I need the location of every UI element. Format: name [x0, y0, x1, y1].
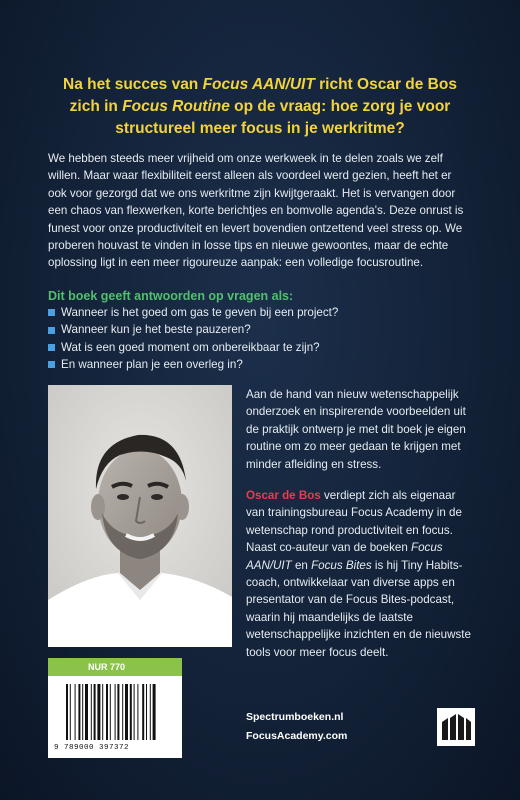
nur-label: NUR 770	[48, 658, 182, 676]
list-item	[48, 339, 338, 356]
barcode-bar	[125, 684, 128, 740]
author-bio	[246, 487, 474, 661]
portrait-illustration	[48, 385, 232, 647]
publisher-logo	[437, 708, 475, 746]
square-bullet-icon	[48, 361, 55, 368]
author-bio-text-3: is hij Tiny Habits-coach, ontwikkelaar van diverse apps en presentator van de Focus Bites-podcast, waarin hij maandelijks de laatste wetenschappelijke inzichten en de nieuwste tools voor meer focus deelt.	[246, 558, 471, 659]
intro-book-title-1: Focus AAN/UIT	[202, 76, 315, 93]
author-book-1: Focus AAN/UIT	[246, 541, 443, 572]
question-text: En wanneer plan je een overleg in?	[61, 358, 243, 372]
spectrum-logo-icon	[437, 708, 475, 746]
square-bullet-icon	[48, 344, 55, 351]
questions-list	[48, 304, 338, 374]
author-portrait	[48, 385, 232, 647]
intro-book-title-2: Focus Routine	[122, 98, 230, 115]
barcode-bar	[122, 684, 123, 740]
barcode-bar	[97, 684, 100, 740]
question-text: Wanneer is het goed om gas te geven bij een project?	[61, 306, 339, 319]
barcode-bar	[102, 684, 103, 740]
about-book-paragraph: Aan de hand van nieuw wetenschappelijk onderzoek en inspirerende voorbeelden uit de praktijk ontwerp je met dit boek je eigen routine om zo meer gedaan te krijgen met minder afleiding en stress.	[246, 388, 466, 471]
barcode-bar	[70, 684, 71, 740]
barcode-icon	[66, 684, 174, 740]
intro-text-1: Na het succes van	[63, 76, 203, 93]
barcode-bar	[150, 684, 151, 740]
barcode-bar	[66, 684, 68, 740]
barcode-bar	[91, 684, 92, 740]
intro-text-3: op de vraag: hoe zorg je voor structureel meer focus in je werkritme?	[115, 98, 451, 137]
barcode-box	[48, 658, 182, 758]
isbn-number: 9 789000 397372	[54, 744, 130, 752]
barcode-bar	[134, 684, 135, 740]
barcode-bar	[117, 684, 119, 740]
barcode-bar	[106, 684, 108, 740]
blurb-paragraph: We hebben steeds meer vrijheid om onze werkweek in te delen zoals we zelf willen. Maar waar flexibiliteit eerst alleen als voordeel werd gezien, heeft het er ook voor gezorgd dat we ons werkritme zijn kwijtgeraakt. Het is vervangen door een chaos van flexwerken, korte berichtjes en bomvolle agenda's. Deze onrust is funest voor onze productiviteit en levert bovendien ontzettend veel stress op. We proberen houvast te vinden in losse tips en nieuwe gewoontes, maar de echte oplossing ligt in een meer rigoureuze aanpak: een volledige focusroutine.	[48, 152, 464, 270]
question-text: Wanneer kun je het beste pauzeren?	[61, 323, 251, 337]
barcode-bar	[115, 684, 116, 740]
author-bio-text-1: verdiept zich als eigenaar van trainingsbureau Focus Academy in de wetenschap rond productiviteit en focus. Naast co-auteur van de boeken	[246, 489, 462, 555]
author-book-2: Focus Bites	[311, 558, 372, 572]
barcode-bar	[82, 684, 83, 740]
square-bullet-icon	[48, 309, 55, 316]
intro-text-2: richt Oscar de Bos zich in	[69, 76, 457, 115]
barcode-bar	[130, 684, 132, 740]
author-bio-text-2: en	[291, 558, 312, 572]
barcode-bar	[78, 684, 80, 740]
barcode-bar	[142, 684, 144, 740]
questions-title: Dit boek geeft antwoorden op vragen als:	[48, 289, 294, 303]
barcode-bar	[85, 684, 88, 740]
intro-heading	[50, 74, 470, 140]
square-bullet-icon	[48, 327, 55, 334]
list-item	[48, 304, 338, 321]
website-spectrum[interactable]: Spectrumboeken.nl	[246, 711, 344, 723]
list-item	[48, 321, 338, 338]
list-item	[48, 356, 338, 373]
barcode-bar	[94, 684, 96, 740]
author-name: Oscar de Bos	[246, 489, 321, 502]
barcode-bar	[153, 684, 156, 740]
question-text: Wat is een goed moment om onbereikbaar te zijn?	[61, 340, 320, 354]
barcode-bar	[110, 684, 111, 740]
barcode-bar	[137, 684, 138, 740]
barcode-bar	[75, 684, 76, 740]
barcode-bar	[146, 684, 147, 740]
website-focus-academy[interactable]: FocusAcademy.com	[246, 730, 348, 742]
